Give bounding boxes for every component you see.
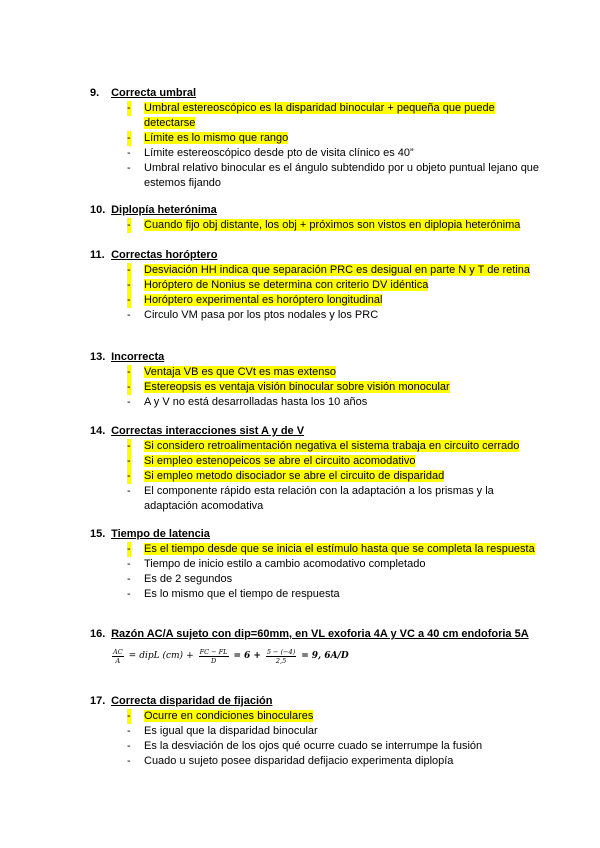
question-title: Correcta disparidad de fijación [111, 695, 273, 707]
bullet-dash: - [127, 470, 131, 482]
bullet-dash: - [127, 309, 131, 321]
question-heading [90, 424, 540, 439]
fraction-numerator: 5 − (−4) [266, 647, 296, 656]
highlighted-answer-text: Horóptero experimental es horóptero longitudinal [144, 294, 383, 306]
question-number: 16. [90, 628, 106, 640]
question-title: Razón AC/A sujeto con dip=60mm, en VL exoforia 4A y VC a 40 cm endoforia 5A [111, 628, 529, 640]
answer-text: Límite estereoscópico desde pto de visita clínico es 40” [144, 147, 414, 159]
answer-item [90, 278, 540, 293]
bullet-dash: - [127, 573, 131, 585]
bullet-dash: - [127, 366, 131, 378]
answer-item [90, 263, 540, 278]
answer-item [90, 218, 540, 233]
question-number: 14. [90, 425, 106, 437]
formula-result: 9, 6A/D [311, 651, 349, 661]
answer-item [90, 131, 540, 146]
answer-item [90, 101, 540, 131]
question-heading [90, 694, 540, 709]
equals-sign: = [233, 651, 242, 661]
answer-item [90, 395, 540, 410]
question-heading [90, 350, 540, 365]
answer-item [90, 308, 540, 323]
answer-item [90, 484, 540, 514]
answer-item [90, 365, 540, 380]
highlighted-answer-text: Estereopsis es ventaja visión binocular sobre visión monocular [144, 381, 450, 393]
question-number: 9. [90, 87, 100, 99]
answer-text: El componente rápido esta relación con la adaptación a los prismas y la adaptación acomodativa [144, 485, 494, 512]
question-section [90, 350, 540, 410]
plus-sign: + [253, 651, 261, 661]
answer-item [90, 557, 540, 572]
fraction-numerator: AC [113, 647, 123, 656]
bullet-dash: - [127, 543, 131, 555]
answer-text: Circulo VM pasa por los ptos nodales y los PRC [144, 309, 379, 321]
bullet-dash: - [127, 455, 131, 467]
question-number: 17. [90, 695, 106, 707]
question-heading [90, 248, 540, 263]
highlighted-answer-text: Es el tiempo desde que se inicia el estímulo hasta que se completa la respuesta [144, 543, 535, 555]
answer-item [90, 709, 540, 724]
bullet-dash: - [127, 485, 131, 497]
ac-a-formula [110, 645, 540, 667]
plus-sign: + [186, 651, 194, 661]
formula-value: 6 [244, 651, 251, 661]
highlighted-answer-text: Cuando fijo obj distante, los obj + próximos son vistos en diplopia heterónima [144, 219, 521, 231]
answer-item [90, 587, 540, 602]
answer-item [90, 293, 540, 308]
bullet-dash: - [127, 588, 131, 600]
answer-item [90, 469, 540, 484]
bullet-dash: - [127, 396, 131, 408]
question-number: 11. [90, 249, 105, 261]
bullet-dash: - [127, 440, 131, 452]
answer-text: Umbral relativo binocular es el ángulo subtendido por u objeto puntual lejano que estemos fijando [144, 162, 540, 189]
equals-sign: = [128, 651, 137, 661]
bullet-dash: - [127, 381, 131, 393]
bullet-dash: - [127, 294, 131, 306]
answer-item [90, 754, 540, 769]
fraction-denominator: D [210, 656, 217, 665]
question-section [90, 627, 540, 667]
answer-text: Es de 2 segundos [144, 573, 233, 585]
fraction-fc-fl [199, 648, 229, 665]
question-title: Correctas interacciones sist A y de V [111, 425, 305, 437]
answer-text: Es lo mismo que el tiempo de respuesta [144, 588, 340, 600]
answer-item [90, 542, 540, 557]
bullet-dash: - [127, 725, 131, 737]
bullet-dash: - [127, 219, 131, 231]
question-title: Correctas horóptero [111, 249, 218, 261]
answer-item [90, 146, 540, 161]
answer-item [90, 439, 540, 454]
question-section [90, 248, 540, 323]
question-heading [90, 203, 540, 218]
highlighted-answer-text: Ventaja VB es que CVt es mas extenso [144, 366, 337, 378]
question-number: 10. [90, 204, 106, 216]
question-title: Tiempo de latencia [111, 528, 210, 540]
question-title: Correcta umbral [111, 87, 197, 99]
question-section [90, 527, 540, 602]
bullet-dash: - [127, 162, 131, 174]
fraction-denominator: A [115, 656, 121, 665]
bullet-dash: - [127, 279, 131, 291]
answer-item [90, 380, 540, 395]
bullet-dash: - [127, 132, 131, 144]
highlighted-answer-text: Horóptero de Nonius se determina con criterio DV idéntica [144, 279, 429, 291]
bullet-dash: - [127, 740, 131, 752]
answer-item [90, 161, 540, 191]
equals-sign: = [301, 651, 309, 661]
fraction-denominator: 2,5 [275, 656, 287, 665]
answer-item [90, 724, 540, 739]
bullet-dash: - [127, 264, 131, 276]
highlighted-answer-text: Ocurre en condiciones binoculares [144, 710, 314, 722]
answer-item [90, 572, 540, 587]
highlighted-answer-text: Si empleo metodo disociador se abre el circuito de disparidad [144, 470, 445, 482]
fraction-ac-a [112, 648, 124, 665]
formula-term: dipL (cm) [139, 651, 184, 661]
question-title: Incorrecta [111, 351, 165, 363]
answer-text: Cuado u sujeto posee disparidad defijacio experimenta diplopía [144, 755, 454, 767]
highlighted-answer-text: Si empleo estenopeicos se abre el circuito acomodativo [144, 455, 416, 467]
question-section [90, 694, 540, 769]
answer-item [90, 739, 540, 754]
answer-item [90, 454, 540, 469]
question-number: 15. [90, 528, 106, 540]
answer-text: Tiempo de inicio estilo a cambio acomodativo completado [144, 558, 426, 570]
highlighted-answer-text: Límite es lo mismo que rango [144, 132, 289, 144]
answer-text: A y V no está desarrolladas hasta los 10 años [144, 396, 368, 408]
fraction-calculation [266, 648, 296, 665]
bullet-dash: - [127, 558, 131, 570]
question-section [90, 86, 540, 191]
fraction-numerator: FC − FL [199, 647, 228, 656]
highlighted-answer-text: Umbral estereoscópico es la disparidad binocular + pequeña que puede detectarse [144, 102, 495, 129]
bullet-dash: - [127, 102, 131, 114]
question-section [90, 203, 540, 233]
bullet-dash: - [127, 710, 131, 722]
question-title: Diplopía heterónima [111, 204, 217, 216]
question-heading [90, 527, 540, 542]
highlighted-answer-text: Desviación HH indica que separación PRC es desigual en parte N y T de retina [144, 264, 531, 276]
question-heading [90, 627, 535, 642]
answer-text: Es igual que la disparidad binocular [144, 725, 318, 737]
answer-text: Es la desviación de los ojos qué ocurre cuado se interrumpe la fusión [144, 740, 483, 752]
bullet-dash: - [127, 147, 131, 159]
question-number: 13. [90, 351, 106, 363]
bullet-dash: - [127, 755, 131, 767]
question-section [90, 424, 540, 514]
question-heading [90, 86, 540, 101]
highlighted-answer-text: Si considero retroalimentación negativa el sistema trabaja en circuito cerrado [144, 440, 520, 452]
